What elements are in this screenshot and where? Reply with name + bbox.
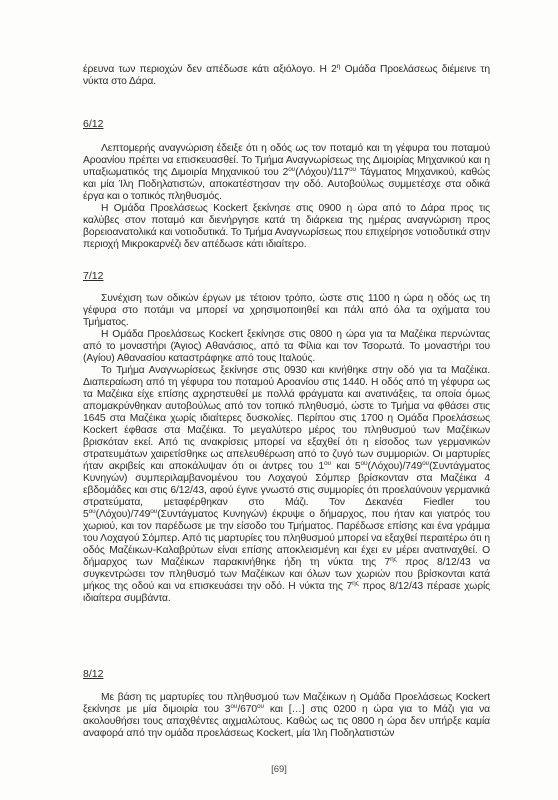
- intro-paragraph: έρευνα των περιοχών δεν απέδωσε κάτι αξιόλογο. Η $2^\eta$ Ομάδα Προελάσεως διέμεινε τη νύκτα στο Δάρα.: [83, 63, 490, 87]
- section-7-12-paragraph-2: Η Ομάδα Προελάσεως Kockert ξεκίνησε στις 0800 η ώρα για τα Μαζέικα περνώντας από το μοναστήρι (Άγιος) Αθανάσιος, από τα Φίλια και τον Τσορωτά. Το μοναστήρι του (Αγίου) Αθανασίου καταστράφηκε από τους Ιταλούς.: [83, 329, 490, 364]
- section-8-12-body: [83, 692, 490, 740]
- section-6-12-paragraph-2: Η Ομάδα Προελάσεως Kockert ξεκίνησε στις 0900 η ώρα από το Δάρα προς τις καλύβες στον ποταμό και διενήργησε κατά τη διάρκεια της ημέρας αναγνώριση προς βορειοανατολικά και νοτιοδυτικά. Το Τμήμα Αναγνωρίσεως που επιχείρησε νοτιοδυτικά στην περιοχή Μικροκαρνέζι δεν απέδωσε κάτι ιδιαίτερο.: [83, 203, 490, 250]
- section-6-12-body: [83, 143, 490, 251]
- page-number: [69]: [271, 764, 287, 775]
- section-date-8-12: 8/12: [83, 668, 104, 680]
- section-7-12-paragraph-1: Συνέχιση των οδικών έργων με τέτοιον τρόπο, ώστε στις 1100 η ώρα η οδός ως τη γέφυρα στο ποτάμι να μπορεί να χρησιμοποιηθεί και πάλι από όλα τα οχήματα του Τμήματος.: [83, 293, 490, 328]
- section-date-6-12: 6/12: [83, 118, 104, 130]
- section-7-12-body: [83, 293, 490, 605]
- section-date-7-12: 7/12: [83, 270, 104, 282]
- section-8-12-paragraph-1: Με βάση τις μαρτυρίες του πληθυσμού των Μαζέικων η Ομάδα Προελάσεως Kockert ξεκίνησε με μία διμοιρία του $3^{o\upsilon}/670^{o\upsilon}$ και […] στις 0200 η ώρα για το Μάζι για να ακολουθήσει τους απαχθέντες αιχμαλώτους. Καθώς ως τις 0800 η ώρα δεν υπήρξε καμία αναφορά από την ομάδα προελάσεως Kockert, μία Ίλη Ποδηλατιστών: [83, 692, 490, 739]
- section-6-12-paragraph-1: Λεπτομερής αναγνώριση έδειξε ότι η οδός ως τον ποταμό και τη γέφυρα του ποταμού Αροανίου πρέπει να επισκευασθεί. Το Τμήμα Αναγνωρίσεως της Διμοιρίας Μηχανικού και η υπαξιωματικός της Διμοιρία Μηχανικού του $2^{o\upsilon}(\Lambda ό\chi o\upsilon)/117^{o\upsilon}$ Τάγματος Μηχανικού, καθώς και μία Ίλη Ποδηλατιστών, αποκατέστησαν την οδό. Αυτοβούλως συμμετέσχε στα οδικά έργα και ο τοπικός πληθυσμός.: [83, 143, 490, 202]
- section-7-12-paragraph-3: Το Τμήμα Αναγνωρίσεως ξεκίνησε στις 0930 και κινήθηκε στην οδό για τα Μαζέικα. Διαπεραίωση από τη γέφυρα του ποταμού Αροανίου στις 1440. Η οδός από τη γέφυρα ως τα Μαζέικα είχε επίσης αχρηστευθεί με πολλά φράγματα και ανατινάξεις, τα οποία όμως απομακρύνθηκαν αυτοβούλως από τον τοπικό πληθυσμό, ώστε το Τμήμα να φθάσει στις 1645 στα Μαζέικα χωρίς ιδιαίτερες δυσκολίες. Περίπου στις 1700 η Ομάδα Προελάσεως Kockert έφθασε στα Μαζέικα. Το μεγαλύτερο μέρος του πληθυσμού των Μαζέικων βρισκόταν εκεί. Από τις ανακρίσεις μπορεί να εξαχθεί ότι η είσοδος των γερμανικών στρατευμάτων χαιρετίσθηκε ως απελευθέρωση από το ζυγό των συμμοριών. Οι μαρτυρίες ήταν ακριβείς και αποκάλυψαν ότι οι άντρες του $1^{o\upsilon}$ και $5^{o\upsilon}(\Lambda ό\chi o\upsilon)/749^{o\upsilon}(\Sigma\upsilon\nu\tau ά\gamma\mu\alpha\tau o\varsigma$ Κυνηγών) συμπεριλαμβανομένου του Λοχαγού Σόμπερ βρίσκονταν στα Μαζέικα 4 εβδομάδες και στις 6/12/43, αφού έγινε γνωστό στις συμμορίες ότι προελαύνουν γερμανικά στρατεύματα, μεταφέρθηκαν στο Μάζι. Τον Δεκανέα Fiedler του $5^{o\upsilon}(\Lambda ό\chi o\upsilon)/749^{o\upsilon}(\Sigma\upsilon\nu\tau ά\gamma\mu\alpha\tau o\varsigma$ Κυνηγών) έκρυψε ο δήμαρχος, που ήταν και γιατρός του χωριού, και τον παρέδωσε με την είσοδο του Τμήματος. Παρέδωσε επίσης και ένα γράμμα του Λοχαγού Σόμπερ. Από τις μαρτυρίες του πληθυσμού μπορεί να εξαχθεί περαιτέρω ότι η οδός Μαζέικων-Καλαβρύτων είναι επίσης αποκλεισμένη και έχει εν μέρει ανατιναχθεί. Ο δήμαρχος των Μαζέικων παρακινήθηκε ήδη τη νύκτα της $7^{\eta\varsigma}$ προς 8/12/43 να συγκεντρώσει τον πληθυσμό των Μαζέικων και όλων των χωριών που βρίσκονται κατά μήκος της οδού και να επισκευάσει την οδό. Η νύκτα της $7^{\eta\varsigma}$ προς 8/12/43 πέρασε χωρίς ιδιαίτερα συμβάντα.: [83, 365, 491, 604]
- intro-block: [83, 64, 490, 88]
